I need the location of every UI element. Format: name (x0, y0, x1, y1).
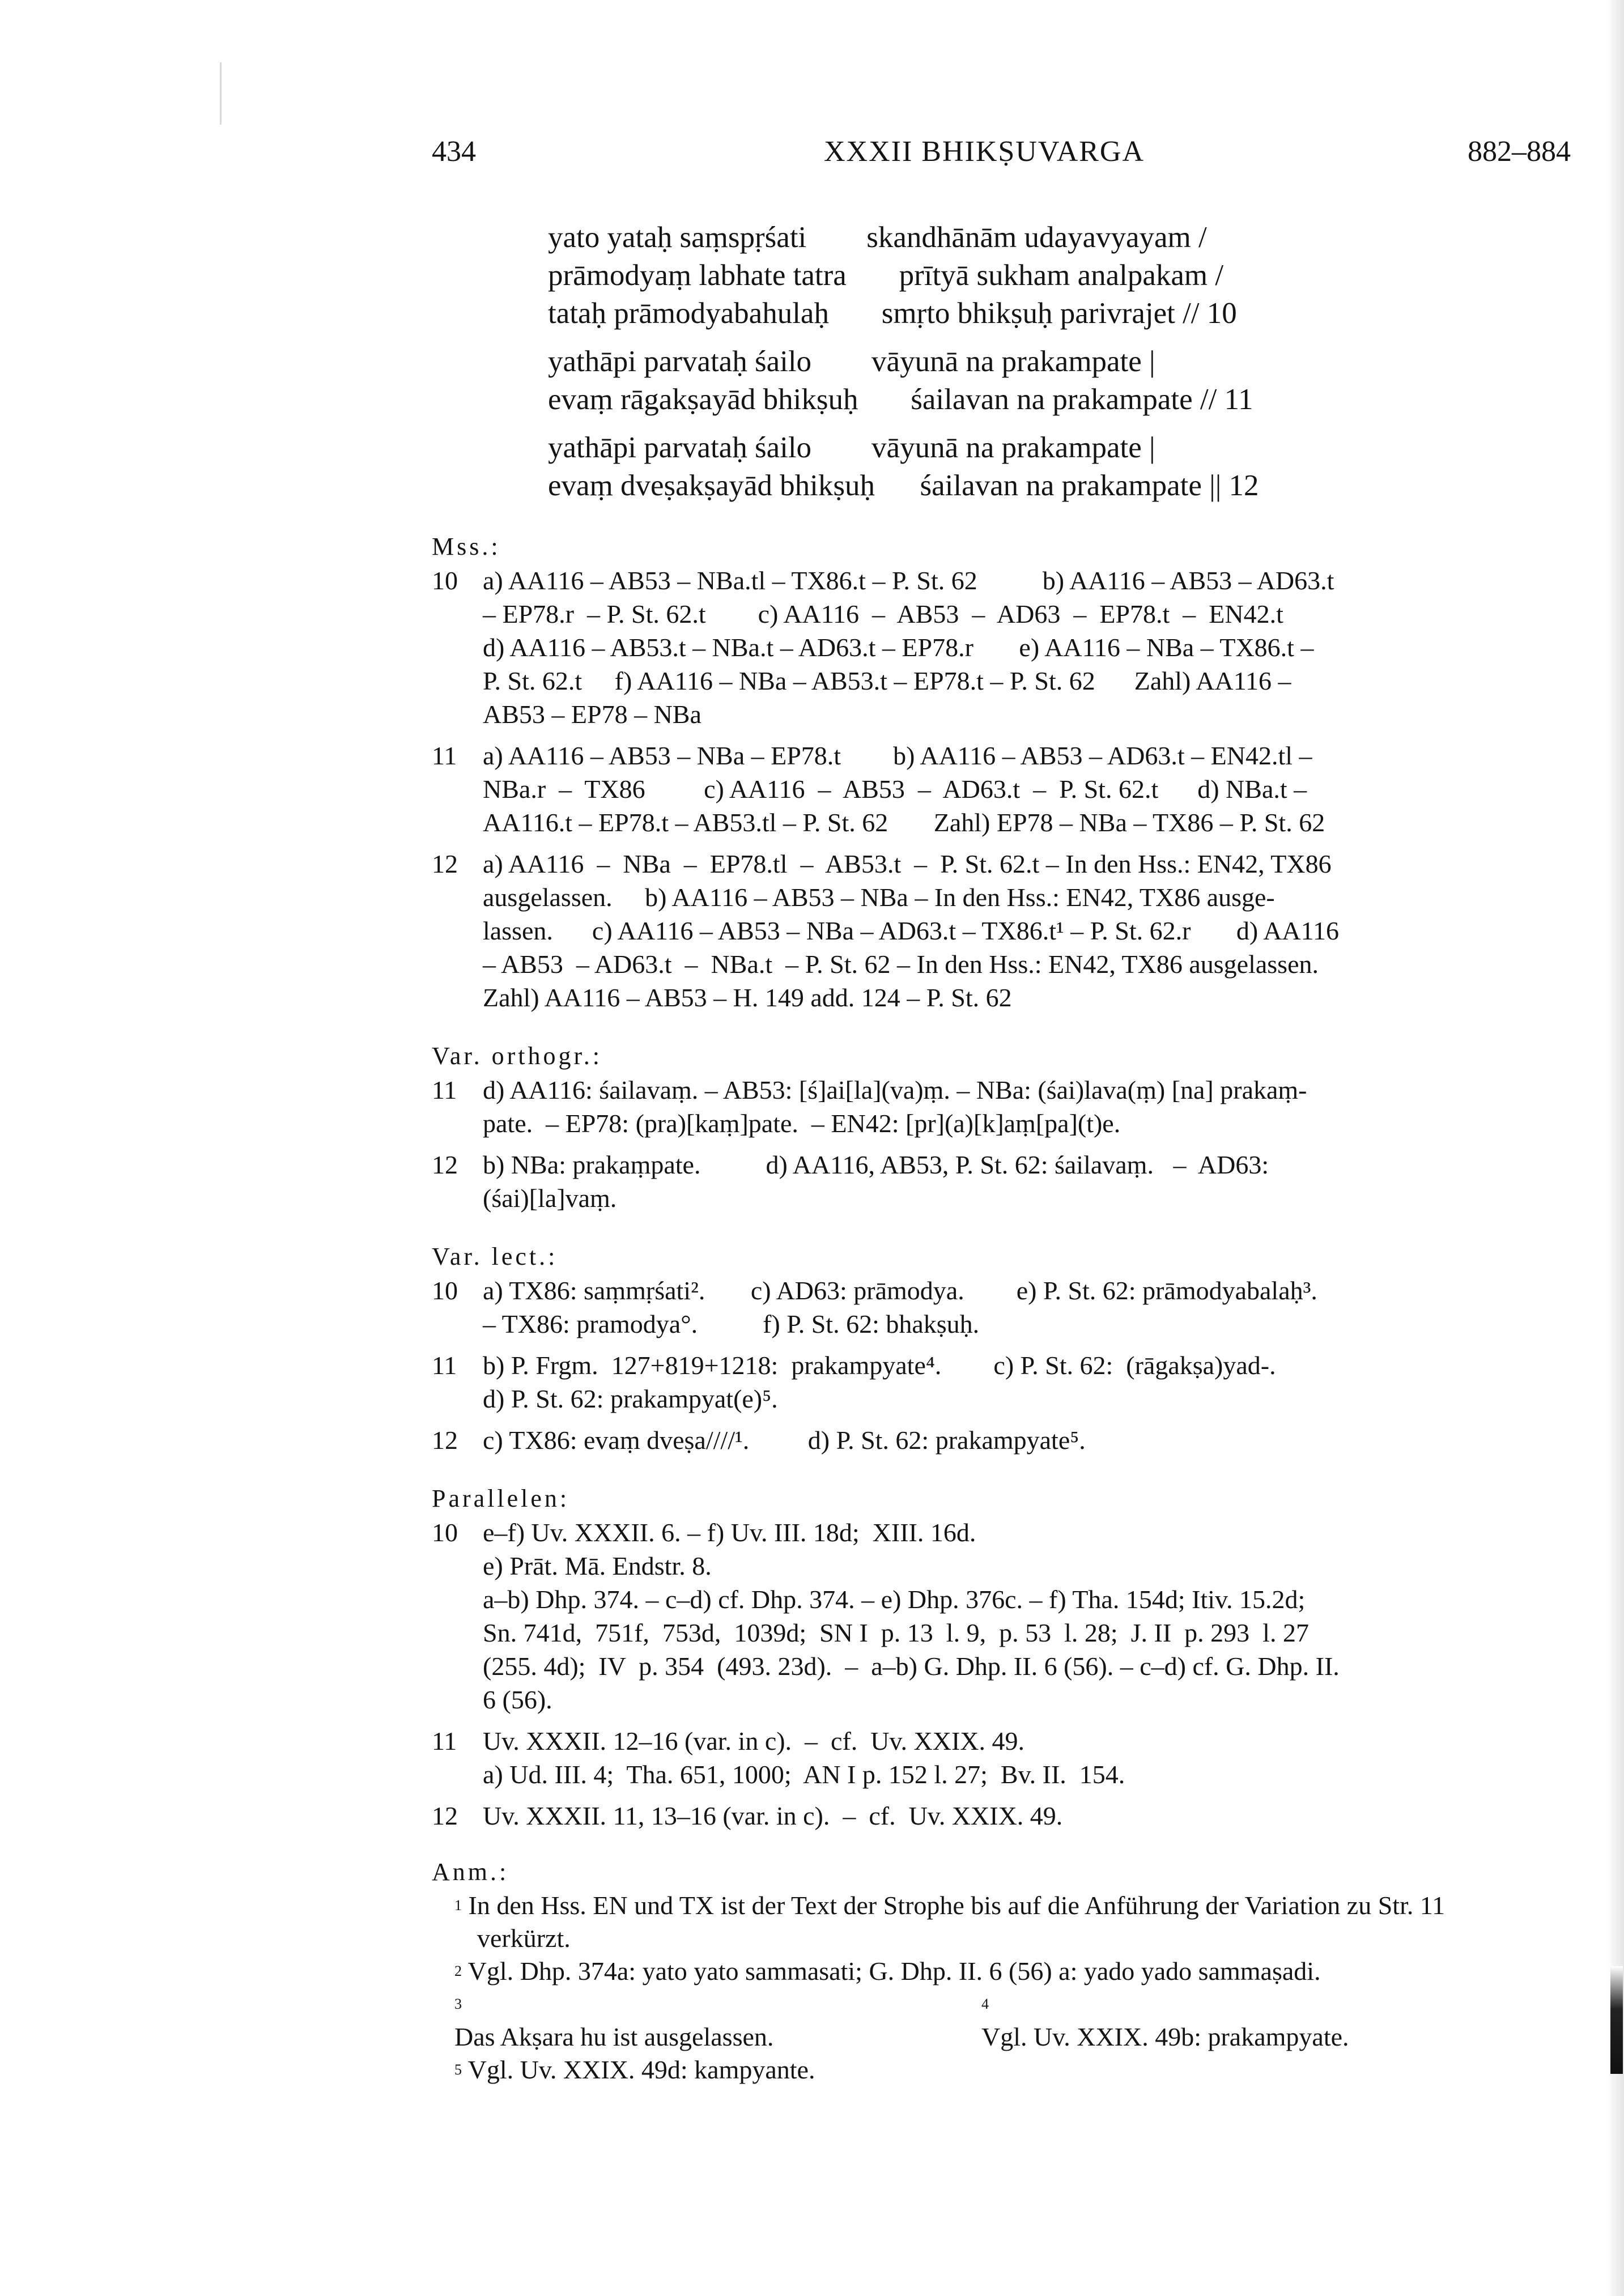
verse-range: 882–884 (1468, 135, 1571, 168)
entry-line: – EP78.r – P. St. 62.t c) AA116 – AB53 – AD63 – EP78.t – EN42.t (483, 599, 1283, 628)
lect-entry-10 (432, 1274, 1537, 1341)
var-lect-section (432, 1240, 1537, 1457)
mss-entry-10 (432, 564, 1537, 731)
entry-number: 11 (432, 1075, 457, 1104)
entry-number: 11 (432, 741, 457, 770)
orthogr-entry-11 (432, 1073, 1537, 1140)
verse-line: yathāpi parvataḥ śailo vāyunā na prakampate | (548, 431, 1155, 464)
footnote (454, 2053, 1537, 2086)
footnote (981, 1988, 1349, 2053)
entry-number: 10 (432, 1276, 458, 1305)
running-title: XXXII BHIKṢUVARGA (823, 135, 1145, 168)
entry-line: b) P. Frgm. 127+819+1218: prakampyate⁴. c) P. St. 62: (rāgakṣa)yad-. (483, 1351, 1276, 1380)
footnote-pair (454, 1988, 1537, 2053)
entry-number: 11 (432, 1727, 457, 1755)
orthogr-entry-12 (432, 1148, 1537, 1215)
footnote-text: Das Akṣara hu ist ausgelassen. (454, 2022, 774, 2051)
entry-line: d) P. St. 62: prakampyat(e)⁵. (483, 1384, 778, 1413)
entry-number: 10 (432, 566, 458, 595)
entry-line: c) TX86: evaṃ dveṣa////¹. d) P. St. 62: prakampyate⁵. (483, 1426, 1086, 1455)
entry-number: 10 (432, 1518, 458, 1547)
footnote-mark: 3 (454, 1996, 462, 2012)
section-heading: Parallelen: (432, 1485, 570, 1512)
entry-line: d) AA116: śailavaṃ. – AB53: [ś]ai[la](va)ṃ. – NBa: (śai)lava(ṃ) [na] prakaṃ- (483, 1075, 1307, 1104)
entry-line: pate. – EP78: (pra)[kaṃ]pate. – EN42: [pr](a)[k]aṃ[pa](t)e. (483, 1109, 1121, 1138)
footnote (454, 1889, 1537, 1955)
footnote-text: Vgl. Uv. XXIX. 49d: kampyante. (467, 2055, 815, 2084)
var-orthogr-section (432, 1039, 1537, 1215)
entry-line: e) Prāt. Mā. Endstr. 8. (483, 1551, 712, 1580)
verse-line: evaṃ dveṣakṣayād bhikṣuḥ śailavan na prakampate || 12 (548, 469, 1259, 502)
verse-line: prāmodyaṃ labhate tatra prītyā sukham analpakam / (548, 259, 1224, 292)
footnote-text: Vgl. Uv. XXIX. 49b: prakampyate. (981, 2022, 1349, 2051)
footnote-mark: 2 (454, 1963, 462, 1979)
footnote-mark: 1 (454, 1897, 462, 1914)
mss-entry-11 (432, 739, 1537, 839)
entry-line: b) NBa: prakaṃpate. d) AA116, AB53, P. St. 62: śailavaṃ. – AD63: (483, 1150, 1269, 1179)
verse-block (548, 219, 1537, 505)
scan-edge-left (220, 62, 222, 125)
entry-line: 6 (56). (483, 1685, 552, 1714)
entry-line: a) Ud. III. 4; Tha. 651, 1000; AN I p. 152 l. 27; Bv. II. 154. (483, 1760, 1125, 1789)
entry-line: e–f) Uv. XXXII. 6. – f) Uv. III. 18d; XIII. 16d. (483, 1518, 976, 1547)
anm-section (432, 1855, 1537, 2086)
entry-line: a) AA116 – AB53 – NBa.tl – TX86.t – P. St. 62 b) AA116 – AB53 – AD63.t (483, 566, 1334, 595)
section-heading: Mss.: (432, 533, 501, 560)
section-heading: Var. orthogr.: (432, 1042, 602, 1070)
entry-line: Uv. XXXII. 12–16 (var. in c). – cf. Uv. XXIX. 49. (483, 1727, 1025, 1755)
entry-line: d) AA116 – AB53.t – NBa.t – AD63.t – EP78.r e) AA116 – NBa – TX86.t – (483, 633, 1314, 662)
parallel-entry-10 (432, 1516, 1537, 1716)
entry-line: Uv. XXXII. 11, 13–16 (var. in c). – cf. Uv. XXIX. 49. (483, 1801, 1063, 1830)
entry-line: Zahl) AA116 – AB53 – H. 149 add. 124 – P. St. 62 (483, 983, 1012, 1012)
entry-line: (255. 4d); IV p. 354 (493. 23d). – a–b) G. Dhp. II. 6 (56). – c–d) cf. G. Dhp. II. (483, 1652, 1340, 1681)
entry-line: AA116.t – EP78.t – AB53.tl – P. St. 62 Zahl) EP78 – NBa – TX86 – P. St. 62 (483, 808, 1325, 837)
stanza-10 (548, 219, 1537, 333)
entry-line: a) TX86: saṃmṛśati². c) AD63: prāmodya. e) P. St. 62: prāmodyabalaḥ³. (483, 1276, 1317, 1305)
entry-line: a–b) Dhp. 374. – c–d) cf. Dhp. 374. – e) Dhp. 376c. – f) Tha. 154d; Itiv. 15.2d; (483, 1585, 1306, 1614)
running-header (432, 135, 1571, 186)
entry-line: – TX86: pramodya°. f) P. St. 62: bhakṣuḥ. (483, 1309, 980, 1338)
parallel-entry-12 (432, 1799, 1537, 1832)
entry-line: (śai)[la]vaṃ. (483, 1184, 617, 1213)
verse-line: yathāpi parvataḥ śailo vāyunā na prakampate | (548, 345, 1155, 378)
entry-line: lassen. c) AA116 – AB53 – NBa – AD63.t – TX86.t¹ – P. St. 62.r d) AA116 (483, 916, 1339, 945)
scan-shadow-mark (1610, 1966, 1623, 2074)
footnote-mark: 4 (981, 1996, 989, 2012)
entry-line: a) AA116 – NBa – EP78.tl – AB53.t – P. St. 62.t – In den Hss.: EN42, TX86 (483, 849, 1332, 878)
footnote (454, 1988, 1004, 2053)
scan-edge-right (1608, 0, 1624, 2296)
footnote-mark: 5 (454, 2061, 462, 2078)
entry-number: 12 (432, 849, 458, 878)
mss-section (432, 530, 1537, 1014)
entry-line: NBa.r – TX86 c) AA116 – AB53 – AD63.t – P. St. 62.t d) NBa.t – (483, 775, 1307, 803)
stanza-12 (548, 429, 1537, 505)
footnote-row (454, 1988, 1537, 2053)
verse-line: evaṃ rāgakṣayād bhikṣuḥ śailavan na prakampate // 11 (548, 383, 1253, 416)
entry-number: 11 (432, 1351, 457, 1380)
entry-line: Sn. 741d, 751f, 753d, 1039d; SN I p. 13 l. 9, p. 53 l. 28; J. II p. 293 l. 27 (483, 1618, 1309, 1647)
entry-line: AB53 – EP78 – NBa (483, 700, 702, 729)
verse-line: yato yataḥ saṃspṛśati skandhānām udayavyayam / (548, 221, 1207, 254)
entry-line: P. St. 62.t f) AA116 – NBa – AB53.t – EP78.t – P. St. 62 Zahl) AA116 – (483, 666, 1291, 695)
verse-line: tataḥ prāmodyabahulaḥ smṛto bhikṣuḥ parivrajet // 10 (548, 297, 1237, 330)
section-heading: Var. lect.: (432, 1243, 558, 1270)
entry-number: 12 (432, 1801, 458, 1830)
entry-line: a) AA116 – AB53 – NBa – EP78.t b) AA116 – AB53 – AD63.t – EN42.tl – (483, 741, 1312, 770)
footnote-text: In den Hss. EN und TX ist der Text der Strophe bis auf die Anführung der Variation zu Str. 11 verkürzt. (468, 1891, 1446, 1953)
entry-line: ausgelassen. b) AA116 – AB53 – NBa – In den Hss.: EN42, TX86 ausge- (483, 883, 1275, 912)
entry-number: 12 (432, 1426, 458, 1455)
page-number: 434 (432, 135, 476, 168)
entry-line: – AB53 – AD63.t – NBa.t – P. St. 62 – In den Hss.: EN42, TX86 ausgelassen. (483, 950, 1319, 979)
lect-entry-11 (432, 1349, 1537, 1415)
parallel-entry-11 (432, 1724, 1537, 1791)
lect-entry-12 (432, 1423, 1537, 1457)
footnote-text: Vgl. Dhp. 374a: yato yato sammasati; G. Dhp. II. 6 (56) a: yado yado sammaṣadi. (467, 1957, 1321, 1985)
stanza-11 (548, 343, 1537, 419)
footnote (454, 1955, 1537, 1988)
mss-entry-12 (432, 847, 1537, 1014)
page (432, 135, 1571, 2086)
section-heading: Anm.: (432, 1858, 509, 1886)
entry-number: 12 (432, 1150, 458, 1179)
parallelen-section (432, 1482, 1537, 1832)
